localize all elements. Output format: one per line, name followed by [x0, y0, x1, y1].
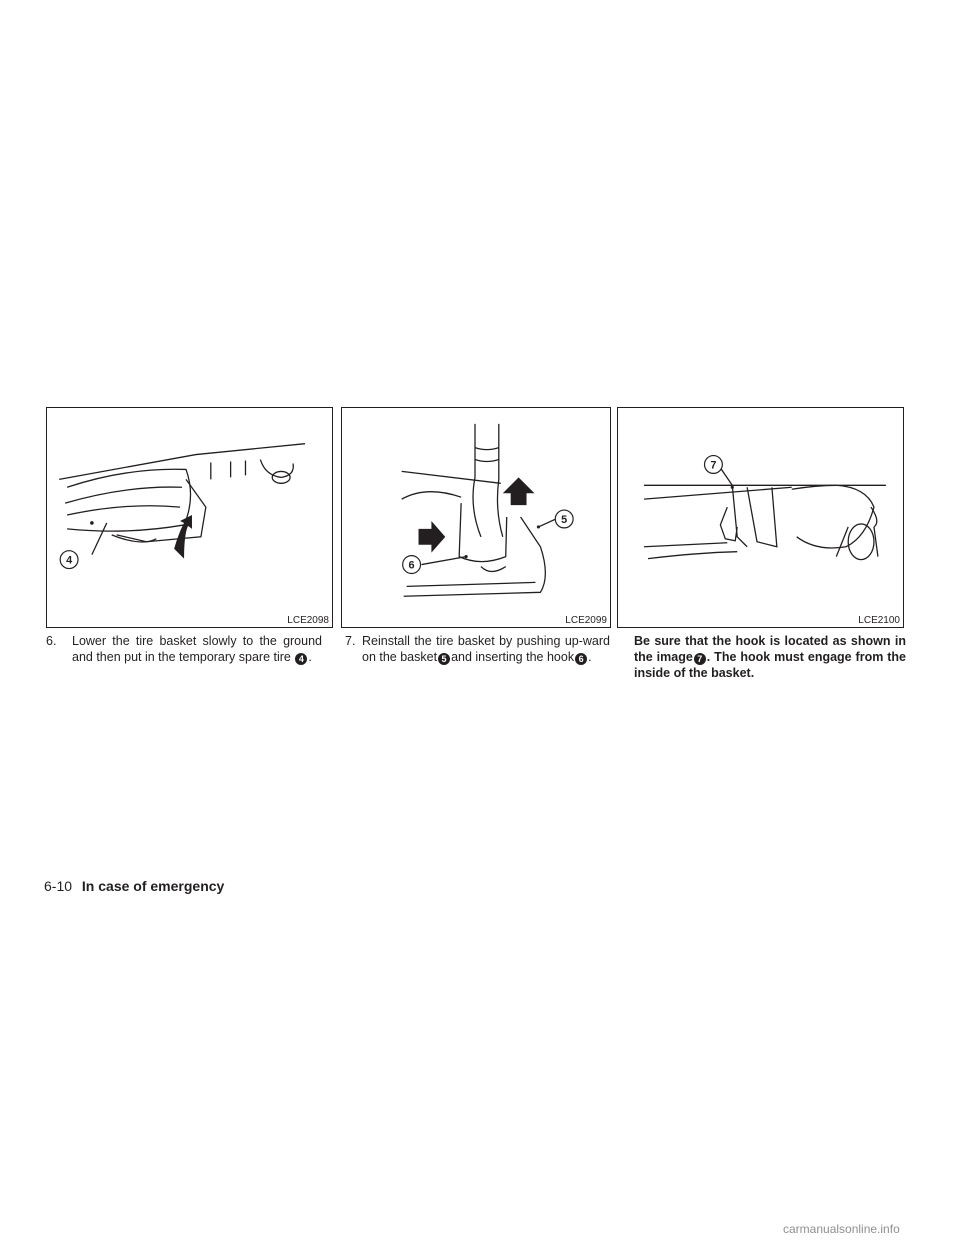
step-text [362, 633, 610, 665]
figure-hook-position [617, 407, 904, 628]
step-text-end: . [588, 650, 592, 664]
step-number: 7. [345, 634, 356, 648]
step-number: 6. [46, 634, 57, 648]
figure-code: LCE2100 [858, 615, 900, 626]
figure-reinstall-basket [341, 407, 611, 628]
step-text-end: . [308, 650, 312, 664]
page-footer [44, 877, 224, 895]
callout-5-label: 5 [561, 513, 568, 526]
section-title: In case of emergency [81, 878, 225, 894]
figure-lower-tire-basket [46, 407, 333, 628]
callout-6-label: 6 [408, 559, 415, 572]
callout-7-label: 7 [710, 459, 717, 472]
ref-badge-5: 5 [438, 653, 450, 665]
step-text [72, 633, 322, 665]
figure-code: LCE2098 [287, 615, 329, 626]
page-number: 6-10 [44, 878, 73, 894]
step-text-part: Lower the tire basket slowly to the ground and then put in the temporary spare tire [72, 634, 322, 664]
step-text-part: Reinstall the tire basket by pushing up-ward on the basket [362, 634, 610, 664]
caution-note [634, 633, 906, 681]
illustration-basket-hook [342, 408, 610, 627]
figure-code: LCE2099 [565, 615, 607, 626]
illustration-hook-inside-basket [618, 408, 903, 627]
note-text-part: Be sure that the hook is located as shown in the image [634, 634, 906, 664]
ref-badge-6: 6 [575, 653, 587, 665]
callout-4-label: 4 [66, 554, 73, 567]
illustration-tire-basket-lowering [47, 408, 332, 627]
note-text-end: . The hook must engage from the inside of the basket. [634, 650, 906, 680]
step-text-part: and inserting the hook [451, 650, 575, 664]
ref-badge-7: 7 [694, 653, 706, 665]
watermark: carmanualsonline.info [783, 1222, 900, 1236]
ref-badge-4: 4 [295, 653, 307, 665]
